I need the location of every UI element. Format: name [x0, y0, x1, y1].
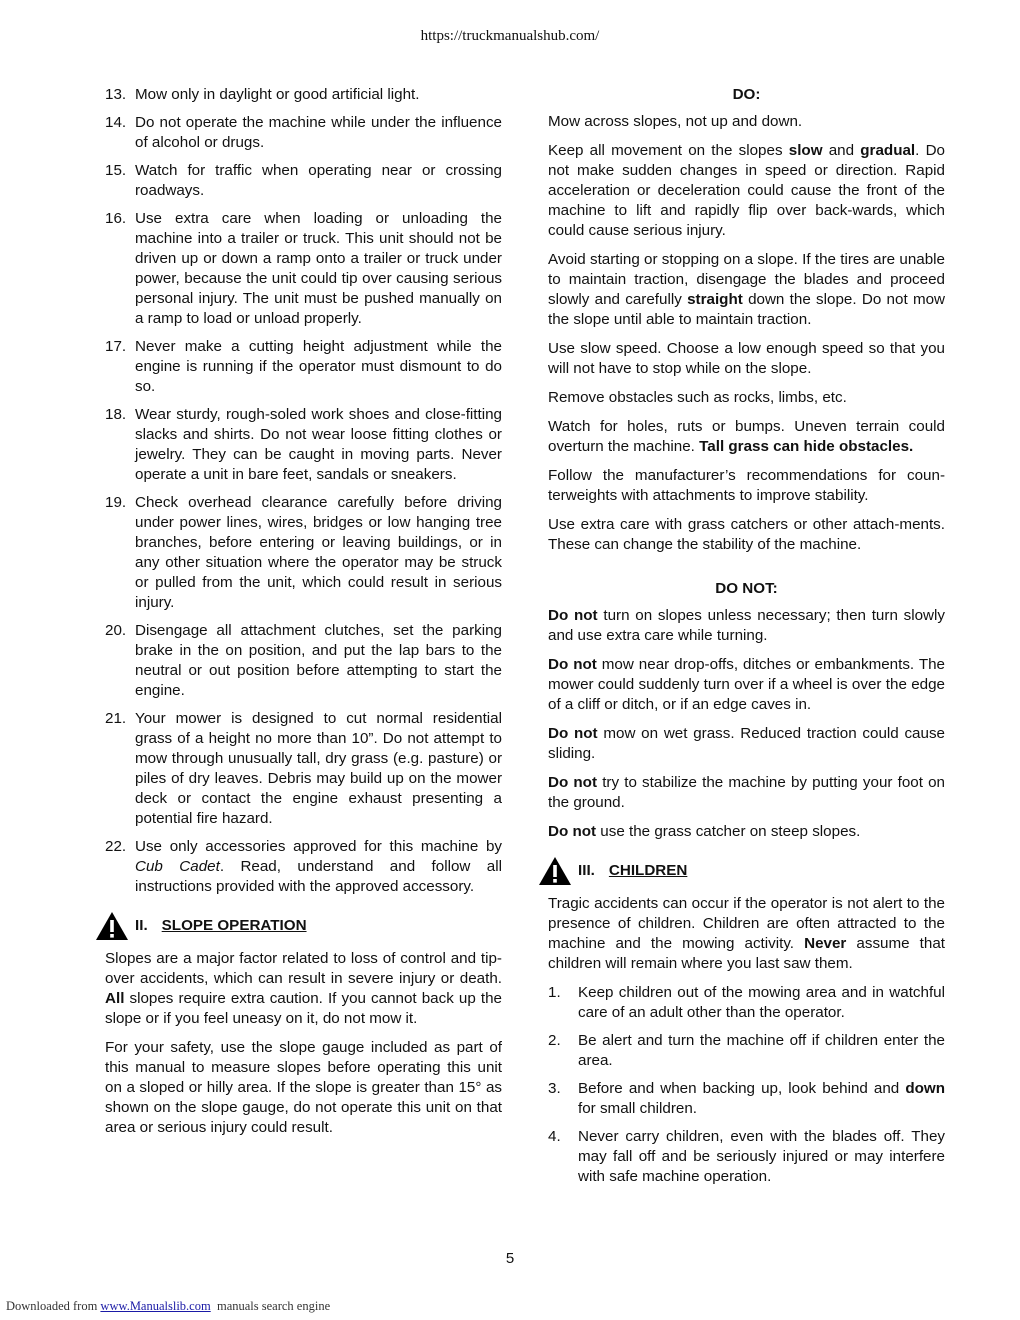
text-run: Keep all movement on the slopes [548, 142, 789, 159]
text-run: use the grass catcher on steep slopes. [596, 823, 861, 840]
item-text [135, 113, 502, 153]
bold-text: All [105, 990, 125, 1007]
list-item [105, 209, 502, 329]
paragraph [548, 894, 945, 974]
bold-text: Do not [548, 607, 598, 624]
text-run: turn on slopes unless necessary; then turn slowly and use extra care while turning. [548, 607, 945, 644]
text-run: Your mower is designed to cut normal residential grass of a height no more than 10”. Do not attempt to mow through unusually tall, dry grass (e.g. pasture) or piles of dry leaves. Debris may build up on the mower deck or contact the engine exhaust presenting a potential fire hazard. [135, 710, 502, 827]
list-item [105, 837, 502, 897]
slope-operation-heading [95, 911, 502, 941]
item-text [135, 337, 502, 397]
item-number: 21. [105, 710, 127, 727]
bold-text: straight [687, 291, 743, 308]
children-rules-list [548, 983, 945, 1187]
bold-text: Do not [548, 823, 597, 840]
text-run: for small children. [578, 1100, 698, 1117]
item-number: 1. [548, 984, 561, 1001]
text-run: Disengage all attachment clutches, set the parking brake in the on position, and put the lap bars to the neutral or out position before attempting to start the engine. [135, 622, 502, 699]
paragraph [548, 417, 945, 457]
text-run: Use extra care when loading or unloading the machine into a trailer or truck. This unit should not be driven up or down a ramp onto a trailer or truck under power, because the unit could tip over causing serious personal injury. The unit must be pushed manually on a ramp to load or unload properly. [135, 210, 502, 327]
text-run: Remove obstacles such as rocks, limbs, etc. [548, 389, 847, 406]
download-footer [6, 1299, 330, 1314]
text-run: Mow across slopes, not up and down. [548, 113, 803, 130]
item-number: 2. [548, 1032, 561, 1049]
section-title: SLOPE OPERATION [161, 917, 307, 934]
text-run: Tragic accidents can occur if the operator is not alert to the presence of children. Children are often attracted to the machine and the mowing activity. [548, 895, 945, 952]
text-run: Use extra care with grass catchers or other attach-ments. These can change the stability of the machine. [548, 516, 945, 553]
item-number: 14. [105, 114, 127, 131]
manualslib-link[interactable]: www.Manualslib.com [100, 1299, 211, 1313]
text-run: down the slope. Do not mow the slope until able to maintain traction. [548, 291, 946, 328]
warning-icon [95, 911, 129, 941]
text-run: For your safety, use the slope gauge included as part of this manual to measure slopes before operating this unit on a sloped or hilly area. If the slope is greater than 15° as shown on the slope gauge, do not operate this unit on that area or serious injury could result. [105, 1039, 502, 1136]
safety-rules-list [105, 85, 502, 897]
right-column [548, 85, 945, 1195]
item-text [578, 1079, 945, 1119]
text-run: Watch for traffic when operating near or crossing roadways. [135, 162, 502, 199]
paragraph [105, 949, 502, 1029]
list-item [105, 113, 502, 153]
item-number: 4. [548, 1128, 561, 1145]
item-text [578, 983, 945, 1023]
list-item [105, 621, 502, 701]
item-number: 20. [105, 622, 127, 639]
item-text [135, 405, 502, 485]
source-url-header: https://truckmanualshub.com/ [420, 28, 600, 44]
paragraph [548, 250, 945, 330]
footer-suffix: manuals search engine [210, 1299, 331, 1313]
text-run: Never make a cutting height adjustment while the engine is running if the operator must dismount to do so. [135, 338, 502, 395]
do-not-list [548, 606, 945, 842]
bold-text: Do not [548, 656, 597, 673]
list-item [105, 405, 502, 485]
text-run: and [822, 142, 861, 159]
text-run: Follow the manufacturer’s recommendations for coun-terweights with attachments to improve stability. [548, 467, 945, 504]
item-text [578, 1127, 945, 1187]
text-run: Before and when backing up, look behind and [578, 1080, 906, 1097]
text-run: . Do not make sudden changes in speed or direction. Rapid acceleration or deceleration could cause the front of the machine to lift and rapidly flip over back-wards, which could cause serious injury. [548, 142, 945, 239]
list-item [548, 1031, 945, 1071]
page-number: 5 [505, 1250, 515, 1267]
text-run: Wear sturdy, rough-soled work shoes and close-fitting slacks and shirts. Do not wear loose fitting clothes or jewelry. They can be caught in moving parts. Never operate a unit in bare feet, sandals or sneakers. [135, 406, 502, 483]
paragraph [548, 606, 945, 646]
text-run: assume that children will remain where you last saw them. [548, 935, 946, 972]
left-column [105, 85, 502, 1147]
paragraph [548, 655, 945, 715]
bold-text: Tall grass can hide obstacles. [699, 438, 914, 455]
text-run: Use slow speed. Choose a low enough speed so that you will not have to stop while on the slope. [548, 340, 945, 377]
warning-icon [538, 856, 572, 886]
item-text [135, 161, 502, 201]
bold-text: Do not [548, 725, 598, 742]
bold-text: slow [788, 142, 823, 159]
item-number: 15. [105, 162, 127, 179]
text-run: . Read, understand and follow all instructions provided with the approved accessory. [135, 858, 502, 895]
text-run: Watch for holes, ruts or bumps. Uneven terrain could overturn the machine. [548, 418, 945, 455]
paragraph [548, 112, 945, 132]
paragraph [548, 339, 945, 379]
paragraph [548, 724, 945, 764]
slope-operation-text [105, 949, 502, 1138]
list-item [105, 337, 502, 397]
children-intro [548, 894, 945, 974]
section-number: II. [135, 917, 148, 934]
text-run: Mow only in daylight or good artificial light. [135, 86, 420, 103]
list-item [105, 85, 502, 105]
list-item [105, 161, 502, 201]
list-item [548, 1079, 945, 1119]
italic-text: Cub Cadet [135, 858, 220, 875]
list-item [548, 1127, 945, 1187]
bold-text: Do not [548, 774, 598, 791]
paragraph [548, 515, 945, 555]
list-item [105, 709, 502, 829]
do-list [548, 112, 945, 555]
text-run: Do not operate the machine while under the influence of alcohol or drugs. [135, 114, 502, 151]
item-text [135, 709, 502, 829]
text-run: slopes require extra caution. If you cannot back up the slope or if you feel uneasy on it, do not mow it. [105, 990, 502, 1027]
item-number: 17. [105, 338, 127, 355]
item-number: 13. [105, 86, 127, 103]
section-title: CHILDREN [608, 862, 688, 879]
item-number: 19. [105, 494, 127, 511]
item-number: 22. [105, 838, 127, 855]
bold-text: gradual [860, 142, 916, 159]
text-run: mow on wet grass. Reduced traction could cause sliding. [548, 725, 945, 762]
do-not-heading: DO NOT: [715, 580, 778, 597]
text-run: Check overhead clearance carefully before driving under power lines, wires, bridges or low hanging tree branches, before entering or leaving buildings, or in any other situation where the operator may be struck or pulled from the unit, which could result in serious injury. [135, 494, 502, 611]
list-item [105, 493, 502, 613]
text-run: Never carry children, even with the blades off. They may fall off and be seriously injured or may interfere with safe machine operation. [578, 1128, 945, 1185]
text-run: Be alert and turn the machine off if children enter the area. [578, 1032, 945, 1069]
paragraph [105, 1038, 502, 1138]
do-heading: DO: [732, 86, 761, 103]
item-number: 3. [548, 1080, 561, 1097]
paragraph [548, 388, 945, 408]
item-text [135, 837, 502, 897]
list-item [548, 983, 945, 1023]
item-text [135, 621, 502, 701]
bold-text: Never [804, 935, 847, 952]
item-text [135, 85, 502, 105]
paragraph [548, 822, 945, 842]
item-text [135, 209, 502, 329]
text-run: Avoid starting or stopping on a slope. If the tires are unable to maintain traction, disengage the blades and proceed slowly and carefully [548, 251, 945, 308]
text-run: Use only accessories approved for this machine by [135, 838, 502, 855]
item-number: 18. [105, 406, 127, 423]
paragraph [548, 466, 945, 506]
text-run: try to stabilize the machine by putting your foot on the ground. [548, 774, 946, 811]
paragraph [548, 773, 945, 813]
section-number: III. [578, 862, 595, 879]
text-run: Slopes are a major factor related to loss of control and tip-over accidents, which can result in severe injury or death. [105, 950, 502, 987]
item-number: 16. [105, 210, 127, 227]
children-heading [538, 856, 945, 886]
text-run: mow near drop-offs, ditches or embankments. The mower could suddenly turn over if a wheel is over the edge of a cliff or ditch, or if an edge caves in. [548, 656, 946, 713]
footer-prefix: Downloaded from [6, 1299, 101, 1313]
item-text [135, 493, 502, 613]
item-text [578, 1031, 945, 1071]
bold-text: down [905, 1080, 945, 1097]
text-run: Keep children out of the mowing area and in watchful care of an adult other than the operator. [578, 984, 945, 1021]
paragraph [548, 141, 945, 241]
